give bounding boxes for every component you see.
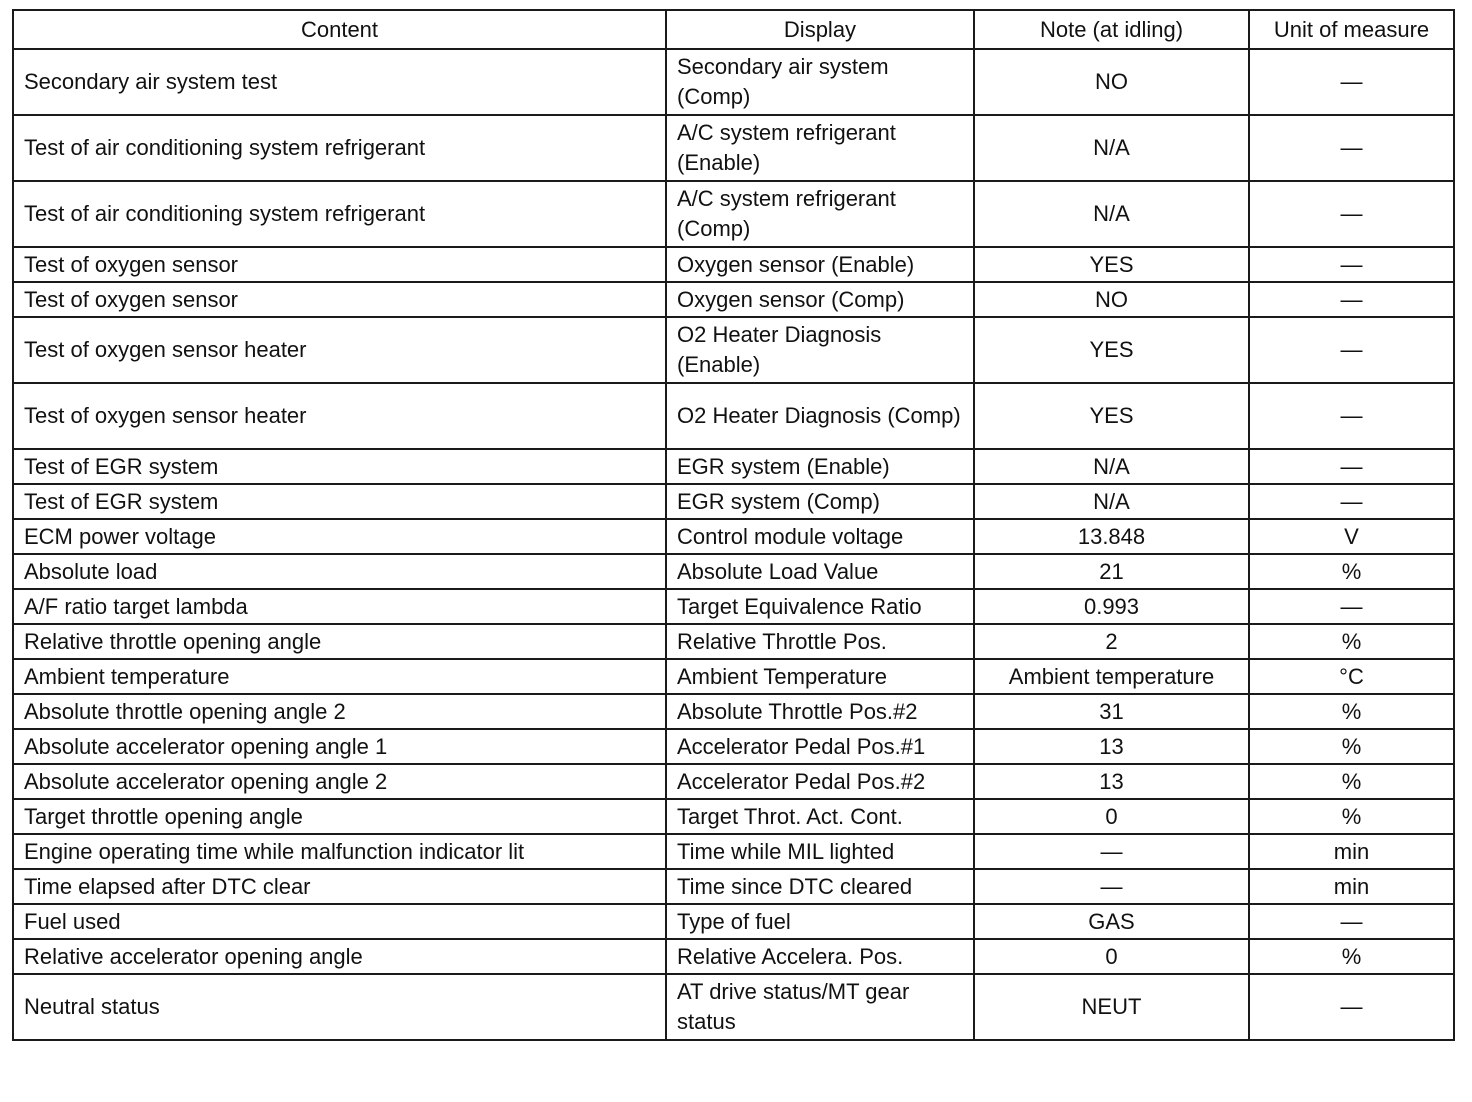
cell-unit: — [1249,115,1454,181]
monitor-data-table [12,9,1455,1041]
cell-unit: % [1249,729,1454,764]
cell-display: Target Equivalence Ratio [666,589,974,624]
cell-unit: — [1249,247,1454,282]
header-display: Display [666,10,974,49]
cell-content: Engine operating time while malfunction indicator lit [13,834,666,869]
cell-content: Absolute accelerator opening angle 1 [13,729,666,764]
cell-display: Accelerator Pedal Pos.#2 [666,764,974,799]
cell-content: ECM power voltage [13,519,666,554]
cell-note: N/A [974,484,1249,519]
cell-display: Relative Throttle Pos. [666,624,974,659]
cell-content: Relative throttle opening angle [13,624,666,659]
cell-note: NO [974,49,1249,115]
table-row [13,694,1454,729]
cell-display: Secondary air system (Comp) [666,49,974,115]
table-row [13,589,1454,624]
table-row [13,659,1454,694]
cell-display: Oxygen sensor (Comp) [666,282,974,317]
cell-note: 13 [974,764,1249,799]
table-row [13,799,1454,834]
cell-unit: — [1249,484,1454,519]
cell-content: Fuel used [13,904,666,939]
table-row [13,383,1454,449]
cell-unit: — [1249,181,1454,247]
table-row [13,115,1454,181]
table-header-row [13,10,1454,49]
table-row [13,834,1454,869]
cell-content: Secondary air system test [13,49,666,115]
cell-content: Neutral status [13,974,666,1040]
cell-display: Time while MIL lighted [666,834,974,869]
header-unit: Unit of measure [1249,10,1454,49]
cell-unit: °C [1249,659,1454,694]
cell-note: 13 [974,729,1249,764]
cell-content: Absolute load [13,554,666,589]
cell-note: GAS [974,904,1249,939]
cell-display: O2 Heater Diagnosis (Enable) [666,317,974,383]
cell-note: YES [974,383,1249,449]
cell-note: 2 [974,624,1249,659]
cell-content: Absolute throttle opening angle 2 [13,694,666,729]
cell-unit: % [1249,694,1454,729]
cell-note: NO [974,282,1249,317]
table-row [13,729,1454,764]
cell-note: YES [974,317,1249,383]
cell-note: Ambient temperature [974,659,1249,694]
table-row [13,904,1454,939]
cell-content: Test of oxygen sensor heater [13,383,666,449]
cell-note: N/A [974,449,1249,484]
cell-unit: — [1249,49,1454,115]
cell-display: Type of fuel [666,904,974,939]
cell-unit: — [1249,974,1454,1040]
table-row [13,484,1454,519]
cell-note: YES [974,247,1249,282]
cell-note: 31 [974,694,1249,729]
table-row [13,282,1454,317]
cell-display: A/C system refrigerant (Enable) [666,115,974,181]
cell-unit: — [1249,589,1454,624]
header-note: Note (at idling) [974,10,1249,49]
cell-unit: % [1249,624,1454,659]
cell-unit: — [1249,317,1454,383]
cell-content: Test of oxygen sensor [13,282,666,317]
cell-display: Target Throt. Act. Cont. [666,799,974,834]
cell-unit: % [1249,554,1454,589]
cell-unit: — [1249,449,1454,484]
table-row [13,974,1454,1040]
cell-unit: — [1249,904,1454,939]
cell-note: 13.848 [974,519,1249,554]
cell-content: Test of oxygen sensor heater [13,317,666,383]
cell-content: Target throttle opening angle [13,799,666,834]
cell-note: 21 [974,554,1249,589]
cell-unit: V [1249,519,1454,554]
cell-display: EGR system (Comp) [666,484,974,519]
table-row [13,939,1454,974]
table-row [13,519,1454,554]
cell-note: — [974,869,1249,904]
cell-display: Oxygen sensor (Enable) [666,247,974,282]
table-row [13,317,1454,383]
cell-content: A/F ratio target lambda [13,589,666,624]
cell-content: Relative accelerator opening angle [13,939,666,974]
cell-display: EGR system (Enable) [666,449,974,484]
cell-display: AT drive status/MT gear status [666,974,974,1040]
cell-note: — [974,834,1249,869]
table-row [13,554,1454,589]
table-row [13,181,1454,247]
cell-note: 0 [974,799,1249,834]
cell-content: Ambient temperature [13,659,666,694]
cell-note: N/A [974,115,1249,181]
cell-unit: — [1249,383,1454,449]
cell-unit: % [1249,764,1454,799]
table-row [13,764,1454,799]
cell-display: Absolute Throttle Pos.#2 [666,694,974,729]
table-row [13,49,1454,115]
cell-display: Ambient Temperature [666,659,974,694]
cell-content: Test of EGR system [13,449,666,484]
cell-display: Time since DTC cleared [666,869,974,904]
cell-note: 0.993 [974,589,1249,624]
cell-content: Test of air conditioning system refrigerant [13,181,666,247]
table-row [13,869,1454,904]
header-content: Content [13,10,666,49]
cell-display: A/C system refrigerant (Comp) [666,181,974,247]
cell-unit: — [1249,282,1454,317]
table-row [13,247,1454,282]
cell-unit: % [1249,939,1454,974]
data-table-sheet [12,9,1453,1041]
cell-display: Relative Accelera. Pos. [666,939,974,974]
cell-content: Test of air conditioning system refrigerant [13,115,666,181]
cell-unit: % [1249,799,1454,834]
cell-display: Accelerator Pedal Pos.#1 [666,729,974,764]
cell-note: 0 [974,939,1249,974]
cell-content: Absolute accelerator opening angle 2 [13,764,666,799]
table-row [13,449,1454,484]
cell-note: NEUT [974,974,1249,1040]
cell-content: Test of EGR system [13,484,666,519]
cell-display: O2 Heater Diagnosis (Comp) [666,383,974,449]
cell-unit: min [1249,834,1454,869]
cell-content: Time elapsed after DTC clear [13,869,666,904]
cell-content: Test of oxygen sensor [13,247,666,282]
cell-note: N/A [974,181,1249,247]
cell-unit: min [1249,869,1454,904]
cell-display: Absolute Load Value [666,554,974,589]
table-row [13,624,1454,659]
cell-display: Control module voltage [666,519,974,554]
